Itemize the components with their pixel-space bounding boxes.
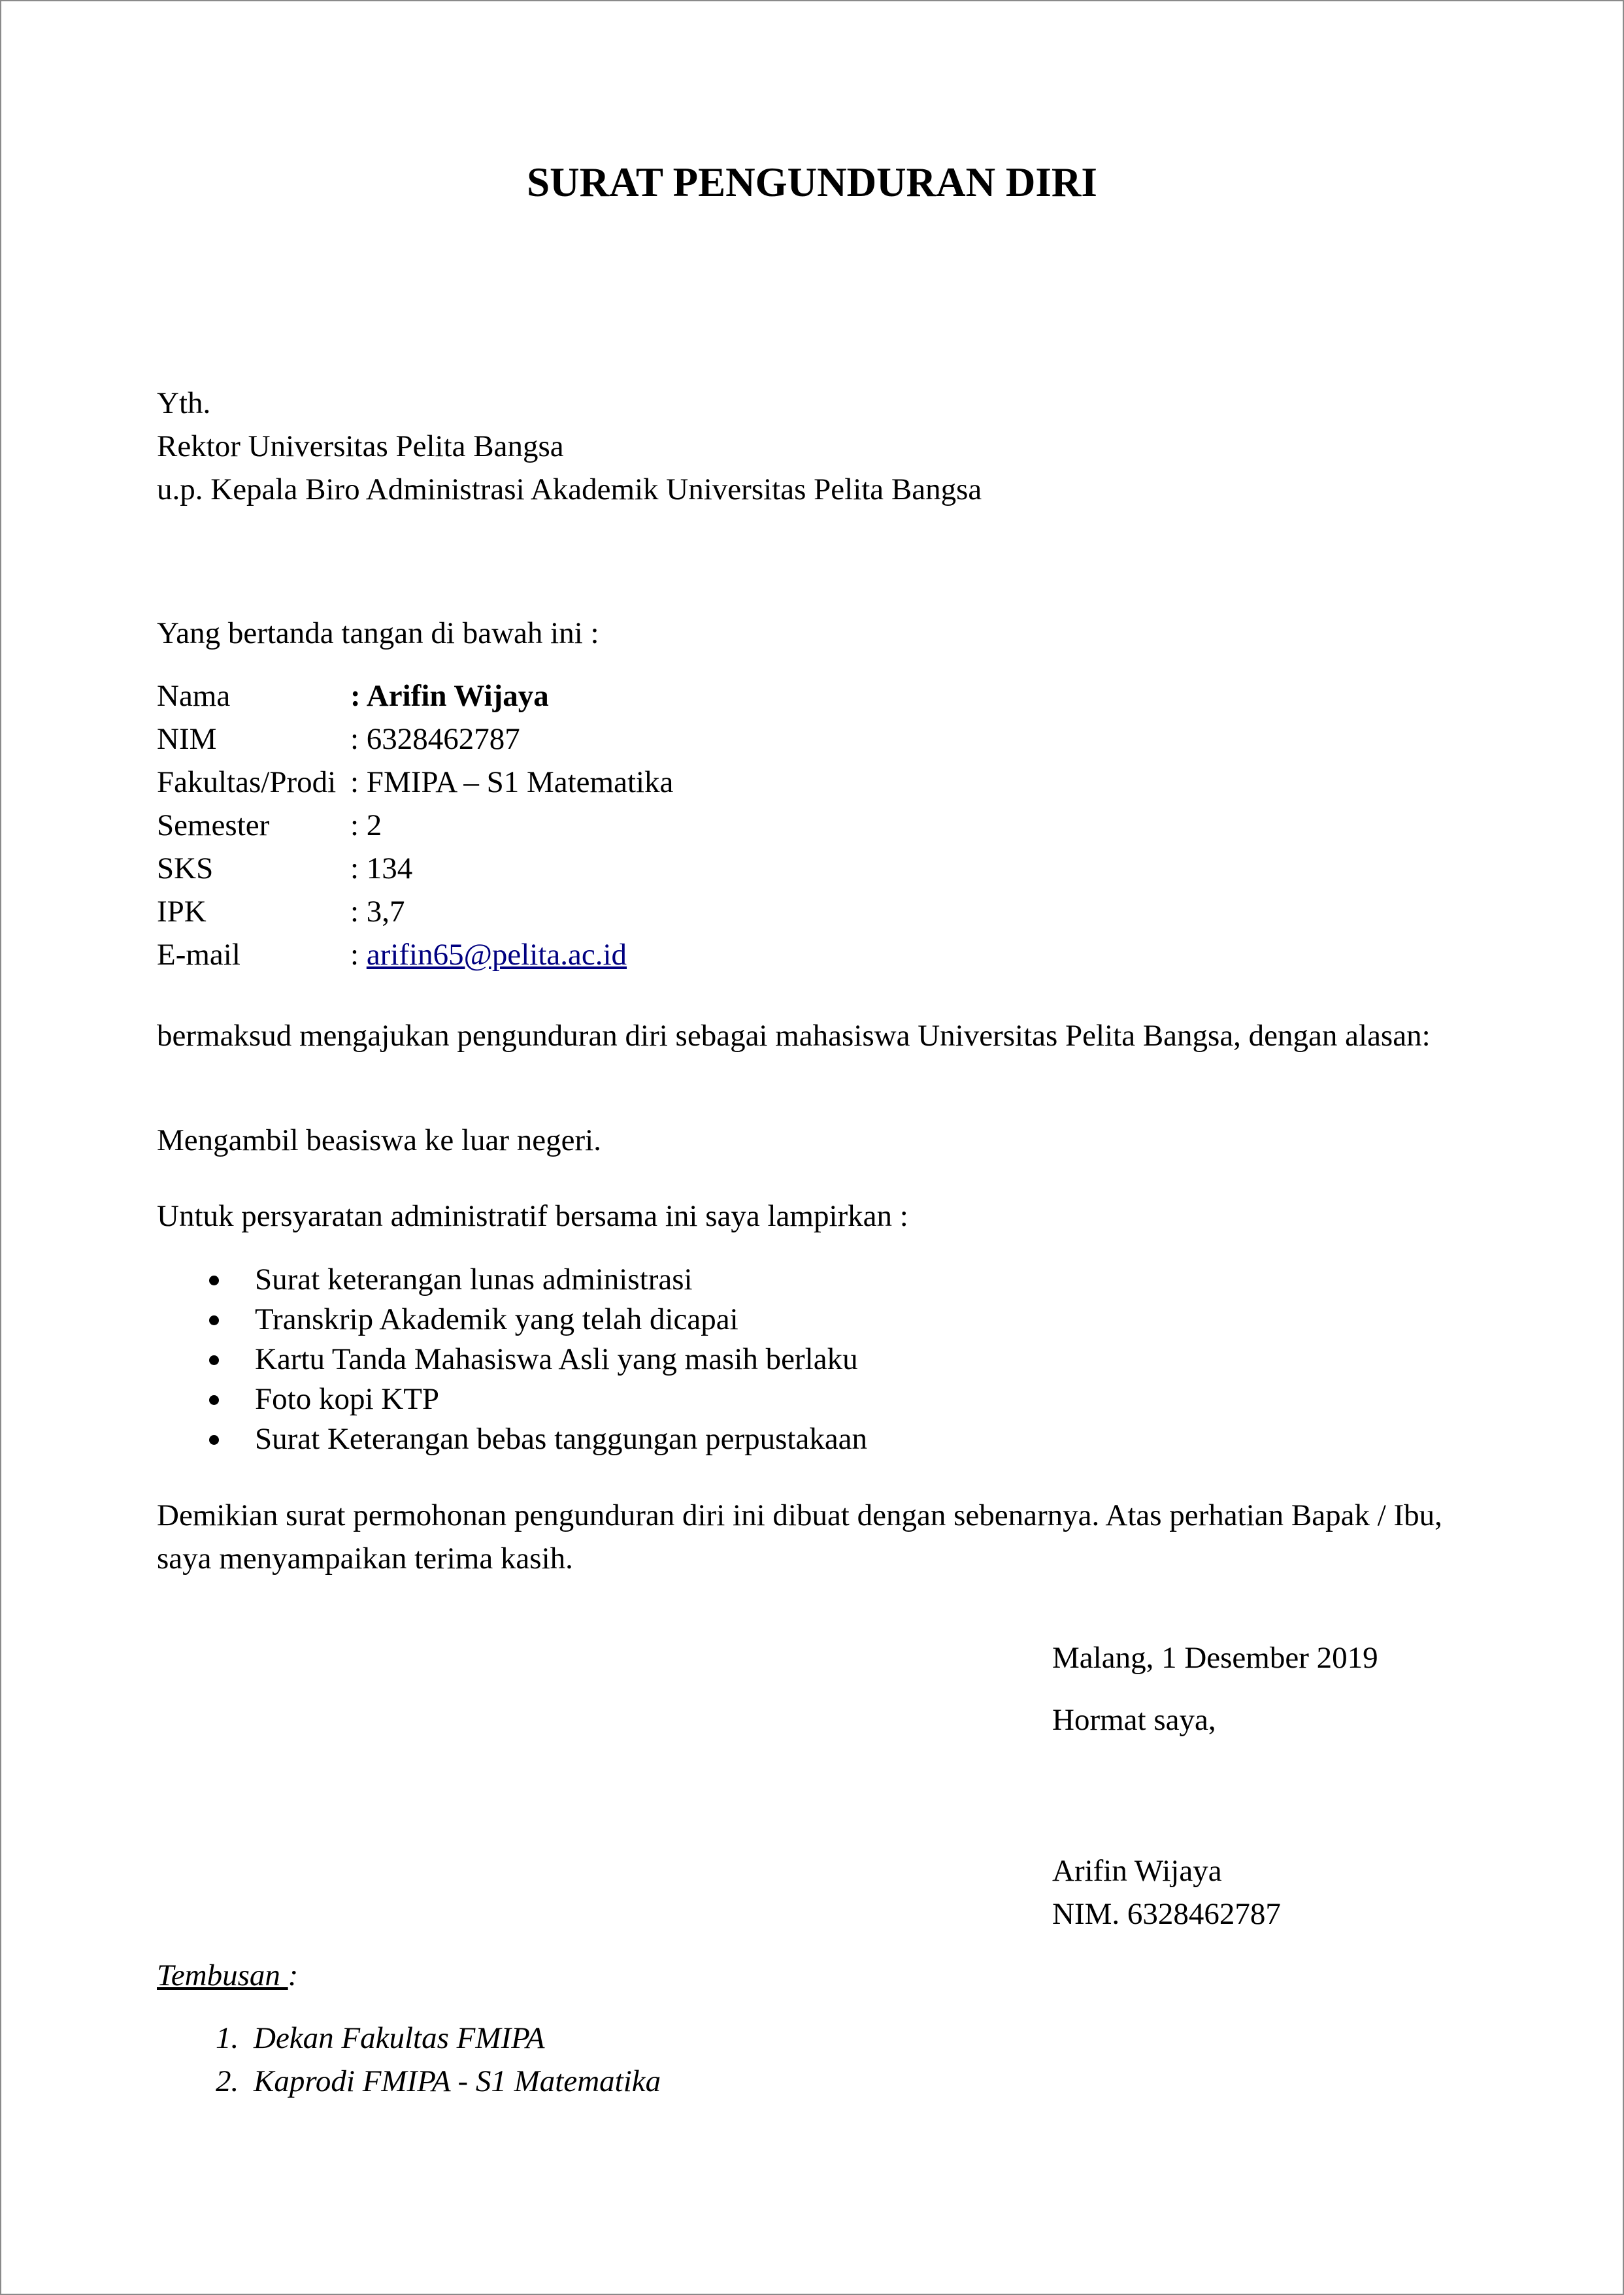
place-date: Malang, 1 Desember 2019	[1052, 1641, 1378, 1675]
field-value: : FMIPA – S1 Matematika	[350, 765, 674, 799]
list-item-text: Transkrip Akademik yang telah dicapai	[255, 1302, 738, 1336]
bullet-icon	[209, 1315, 219, 1325]
letter-title: SURAT PENGUNDURAN DIRI	[527, 159, 1097, 205]
field-label: Fakultas/Prodi	[157, 765, 337, 799]
list-item-text: Kartu Tanda Mahasiswa Asli yang masih berlaku	[255, 1342, 858, 1376]
list-number: 2.	[216, 2064, 239, 2098]
bullet-icon	[209, 1276, 219, 1285]
email-colon: :	[350, 938, 367, 972]
cc-heading	[157, 1954, 298, 1997]
field-value: : 134	[350, 851, 413, 885]
field-value: : 3,7	[350, 895, 405, 929]
regards-text: Hormat saya,	[1052, 1703, 1216, 1737]
bullet-icon	[209, 1355, 219, 1365]
field-label: Semester	[157, 808, 270, 842]
salutation: Yth.	[157, 386, 211, 420]
cc-heading-colon: :	[288, 1958, 299, 1992]
signer-name: Arifin Wijaya	[1052, 1854, 1222, 1888]
field-label: IPK	[157, 895, 207, 929]
bullet-icon	[209, 1435, 219, 1445]
field-value: : 6328462787	[350, 722, 520, 756]
list-item-text: Surat Keterangan bebas tanggungan perpustakaan	[255, 1422, 868, 1456]
list-number: 1.	[216, 2021, 239, 2055]
email-link[interactable]: arifin65@pelita.ac.id	[366, 938, 627, 972]
reason-text: Mengambil beasiswa ke luar negeri.	[157, 1123, 601, 1157]
recipient-line-2: u.p. Kepala Biro Administrasi Akademik Universitas Pelita Bangsa	[157, 472, 982, 506]
list-item-text: Kaprodi FMIPA - S1 Matematika	[254, 2064, 661, 2098]
list-item-text: Dekan Fakultas FMIPA	[254, 2021, 545, 2055]
field-value: : Arifin Wijaya	[350, 679, 549, 713]
bullet-icon	[209, 1395, 219, 1405]
cc-heading-label: Tembusan	[157, 1958, 288, 1992]
list-item-text: Surat keterangan lunas administrasi	[255, 1263, 693, 1296]
field-label: SKS	[157, 851, 214, 885]
list-item-text: Foto kopi KTP	[255, 1382, 440, 1416]
field-label: Nama	[157, 679, 231, 713]
intro-text: Yang bertanda tangan di bawah ini :	[157, 616, 599, 650]
recipient-line-1: Rektor Universitas Pelita Bangsa	[157, 429, 564, 463]
field-value: : 2	[350, 808, 382, 842]
field-value	[350, 933, 627, 976]
closing-paragraph: Demikian surat permohonan pengunduran diri ini dibuat dengan sebenarnya. Atas perhatian Bapak / Ibu, saya menyampaikan terima kasih.	[157, 1498, 1442, 1576]
purpose-paragraph: bermaksud mengajukan pengunduran diri sebagai mahasiswa Universitas Pelita Bangsa, dengan alasan:	[157, 1019, 1431, 1053]
attachments-intro: Untuk persyaratan administratif bersama ini saya lampirkan :	[157, 1199, 908, 1233]
signer-nim: NIM. 6328462787	[1052, 1897, 1281, 1931]
field-label: E-mail	[157, 938, 240, 972]
field-label: NIM	[157, 722, 217, 756]
